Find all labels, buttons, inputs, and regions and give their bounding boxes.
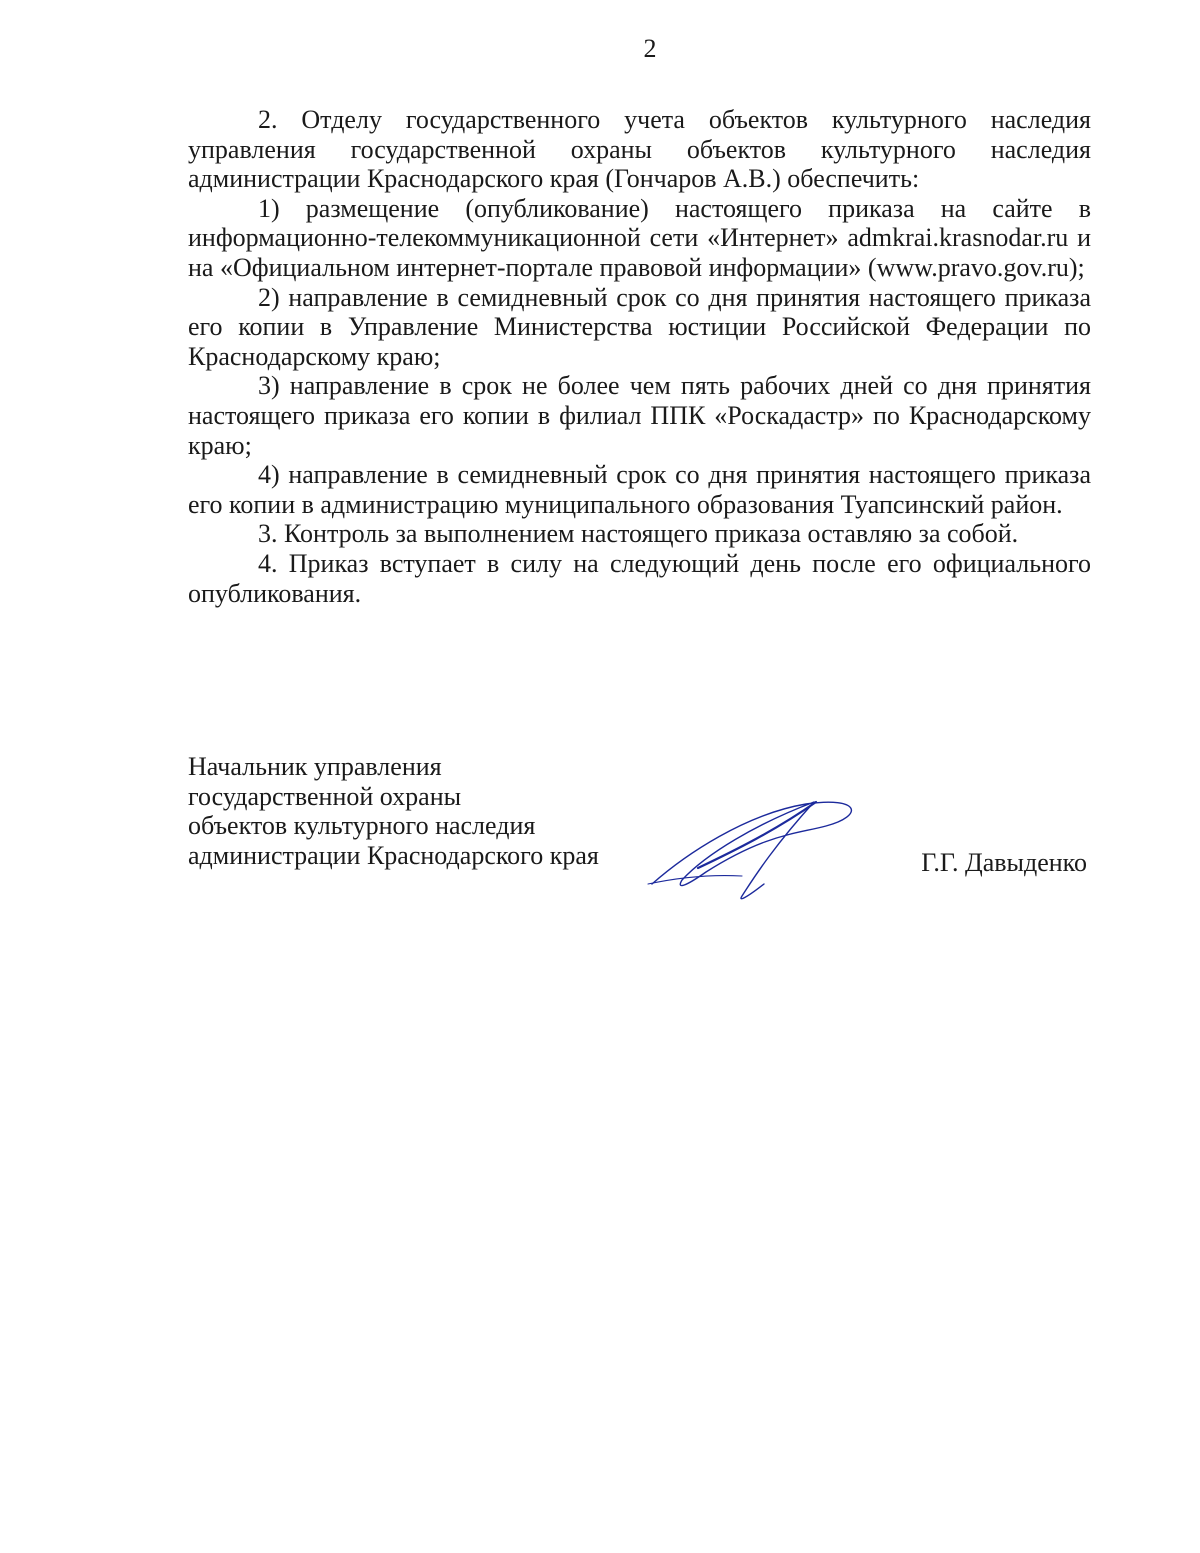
- paragraph-item-3: 3. Контроль за выполнением настоящего приказа оставляю за собой.: [258, 519, 1019, 549]
- page-number: 2: [643, 34, 657, 63]
- signer-title-line: объектов культурного наследия: [188, 811, 536, 841]
- signer-title-line: государственной охраны: [188, 781, 462, 811]
- signer-title-line: Начальник управления: [188, 752, 442, 781]
- paragraph-item-4: 4. Приказ вступает в силу на следующий день после его официального опубликования.: [188, 548, 1091, 608]
- paragraph-subitem-1: 1) размещение (опубликование) настоящего приказа на сайте в информационно-телекоммуникационной сети «Интернет» admkrai.krasnodar.ru и на «Официальном интернет-портале правовой информации» (www.pravo.gov.ru);: [188, 193, 1091, 282]
- paragraph-subitem-2: 2) направление в семидневный срок со дня принятия настоящего приказа его копии в Управление Министерства юстиции Российской Федерации по Краснодарскому краю;: [188, 282, 1091, 371]
- paragraph-subitem-4: 4) направление в семидневный срок со дня принятия настоящего приказа его копии в администрацию муниципального образования Туапсинский район.: [188, 460, 1091, 519]
- signer-name: Г.Г. Давыденко: [921, 848, 1087, 877]
- document-body: [188, 105, 1091, 608]
- signer-title-line: администрации Краснодарского края: [188, 840, 599, 870]
- paragraph-subitem-3: 3) направление в срок не более чем пять рабочих дней со дня принятия настоящего приказа его копии в филиал ППК «Роскадастр» по Краснодарскому краю;: [188, 371, 1091, 460]
- signer-title: [188, 752, 599, 870]
- paragraph-item-2: 2. Отделу государственного учета объектов культурного наследия управления государственной охраны объектов культурного наследия администрации Краснодарского края (Гончаров А.В.) обеспечить:: [188, 105, 1091, 194]
- signature-block: [188, 752, 1091, 912]
- handwritten-signature: [646, 794, 866, 904]
